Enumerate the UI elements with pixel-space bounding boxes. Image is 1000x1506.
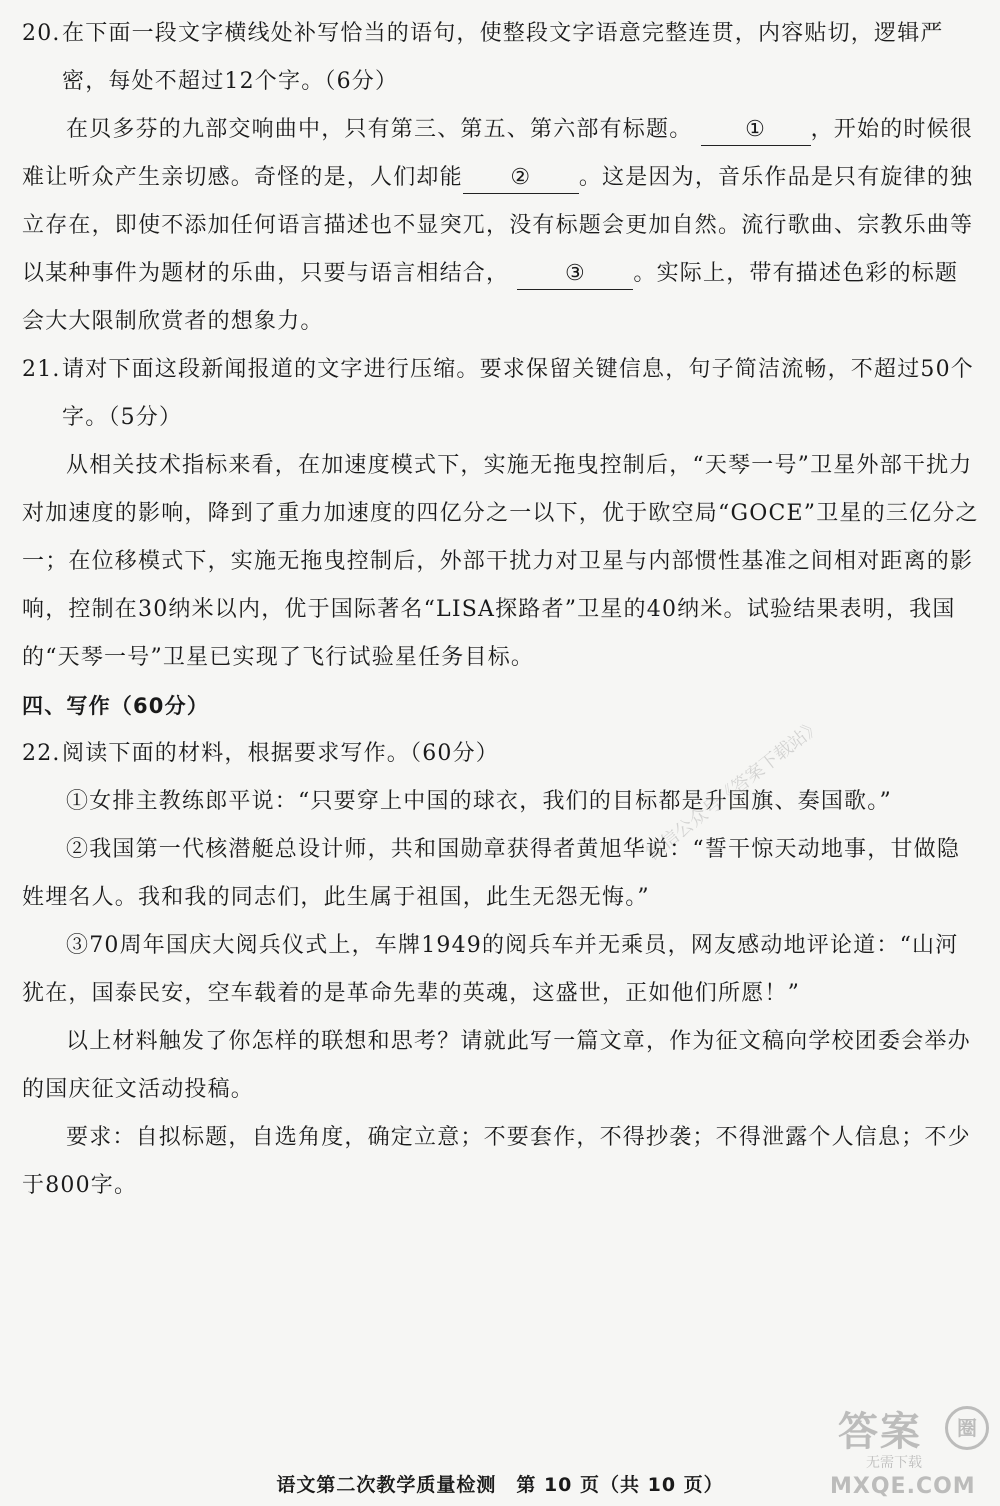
q22-requirements: 要求：自拟标题，自选角度，确定立意；不要套作，不得抄袭；不得泄露个人信息；不少于800字。: [22, 1125, 971, 1198]
q21-passage: 从相关技术指标来看，在加速度模式下，实施无拖曳控制后，“天琴一号”卫星外部干扰力对加速度的影响，降到了重力加速度的四亿分之一以下，优于欧空局“GOCE”卫星的三亿分之一；在位移模式下，实施无拖曳控制后，外部干扰力对卫星与内部惯性基准之间相对距离的影响，控制在30纳米以内，优于国际著名“LISA探路者”卫星的40纳米。试验结果表明，我国的“天琴一号”卫星已实现了飞行试验星任务目标。: [22, 453, 979, 670]
q20-passage: 在贝多芬的九部交响曲中，只有第三、第五、第六部有标题。 ① ，开始的时候很难让听众产生亲切感。奇怪的是，人们却能 ② 。这是因为，音乐作品是只有旋律的独立存在，即使不添加任何语言描述也不显突兀，没有标题会更加自然。流行歌曲、宗教乐曲等以某种事件为题材的乐曲，只要与语言相结合， ③ 。实际上，带有描述色彩的标题会大大限制欣赏者的想象力。: [22, 117, 974, 334]
blank-3: ③: [517, 259, 633, 290]
blank-1: ①: [701, 115, 811, 146]
q22-material-2: ②我国第一代核潜艇总设计师，共和国勋章获得者黄旭华说：“誓干惊天动地事，甘做隐姓埋名人。我和我的同志们，此生属于祖国，此生无怨无悔。”: [22, 837, 961, 910]
logo-site: MXQE.COM: [830, 1474, 976, 1499]
q20-prompt: 20.在下面一段文字横线处补写恰当的语句，使整段文字语意完整连贯，内容贴切，逻辑严密，每处不超过12个字。（6分）: [22, 10, 980, 106]
q20-number: 20.: [22, 21, 61, 46]
exam-page: [22, 10, 980, 1210]
q22-prompt: 22.阅读下面的材料，根据要求写作。（60分）: [22, 730, 980, 778]
q22-task: 以上材料触发了你怎样的联想和思考？请就此写一篇文章，作为征文稿向学校团委会举办的国庆征文活动投稿。: [22, 1029, 971, 1102]
q21-prompt: 21.请对下面这段新闻报道的文字进行压缩。要求保留关键信息，句子简洁流畅，不超过50个字。（5分）: [22, 346, 980, 442]
diagonal-watermark: 微信公众号《答案下载站》: [642, 715, 826, 865]
q22-number: 22.: [22, 741, 61, 766]
q21-number: 21.: [22, 357, 61, 382]
logo-text: 答案: [838, 1409, 922, 1455]
logo-subtext: 无需下载: [866, 1455, 922, 1471]
page-footer: 语文第二次教学质量检测 第 10 页（共 10 页）: [276, 1474, 724, 1496]
logo-ring-icon: 圈: [945, 1406, 989, 1450]
q22-material-3: ③70周年国庆大阅兵仪式上，车牌1949的阅兵车并无乘员，网友感动地评论道：“山河犹在，国泰民安，空车载着的是革命先辈的英魂，这盛世，正如他们所愿！”: [22, 933, 959, 1006]
blank-2: ②: [463, 163, 579, 194]
section-writing-title: 四、写作（60分）: [22, 694, 210, 718]
q22-material-1: ①女排主教练郎平说：“只要穿上中国的球衣，我们的目标都是升国旗、奏国歌。”: [66, 789, 892, 814]
